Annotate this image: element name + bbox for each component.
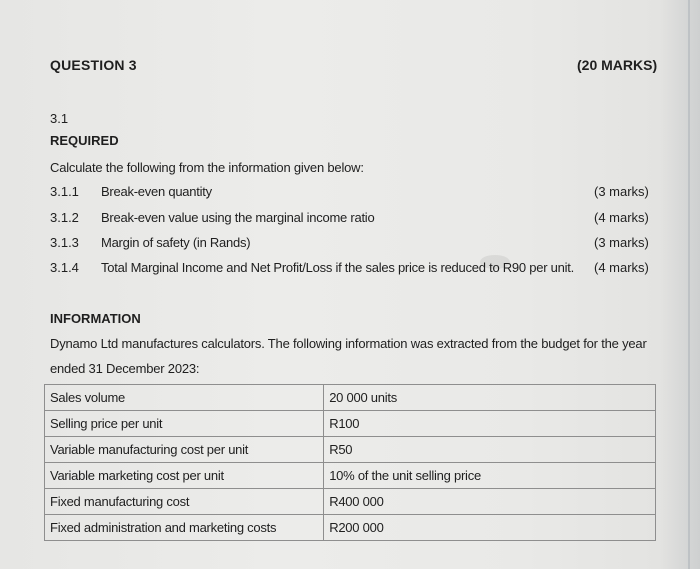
information-text: ended 31 December 2023: bbox=[50, 361, 200, 376]
table-cell-label: Variable marketing cost per unit bbox=[45, 463, 324, 489]
table-cell-label: Sales volume bbox=[45, 385, 324, 411]
task-marks: (4 marks) bbox=[594, 260, 649, 275]
task-text: Total Marginal Income and Net Profit/Loss if the sales price is reduced to R90 per unit. bbox=[101, 260, 574, 275]
table-cell-value: R100 bbox=[324, 411, 656, 437]
table-row bbox=[45, 411, 656, 437]
question-marks: (20 MARKS) bbox=[577, 57, 658, 73]
information-heading: INFORMATION bbox=[50, 311, 141, 326]
task-number: 3.1.1 bbox=[50, 184, 79, 199]
table-cell-value: R50 bbox=[324, 437, 656, 463]
task-marks: (3 marks) bbox=[594, 184, 649, 199]
task-marks: (4 marks) bbox=[594, 210, 649, 225]
table-row bbox=[45, 437, 656, 463]
task-text: Margin of safety (in Rands) bbox=[101, 235, 251, 250]
table-cell-value: R200 000 bbox=[324, 515, 656, 541]
question-title: QUESTION 3 bbox=[50, 57, 137, 73]
table-cell-label: Fixed manufacturing cost bbox=[45, 489, 324, 515]
table-cell-value: R400 000 bbox=[324, 489, 656, 515]
task-number: 3.1.4 bbox=[50, 260, 79, 275]
table-cell-label: Fixed administration and marketing costs bbox=[45, 515, 324, 541]
task-number: 3.1.2 bbox=[50, 210, 79, 225]
table-row bbox=[45, 463, 656, 489]
task-number: 3.1.3 bbox=[50, 235, 79, 250]
table-cell-label: Selling price per unit bbox=[45, 411, 324, 437]
page-edge-line bbox=[688, 0, 690, 569]
table-row bbox=[45, 489, 656, 515]
task-marks: (3 marks) bbox=[594, 235, 649, 250]
page-edge-shadow bbox=[660, 0, 700, 569]
required-heading: REQUIRED bbox=[50, 133, 119, 148]
task-text: Break-even quantity bbox=[101, 184, 212, 199]
task-text: Break-even value using the marginal income ratio bbox=[101, 210, 375, 225]
section-number: 3.1 bbox=[50, 111, 69, 126]
table-cell-value: 10% of the unit selling price bbox=[324, 463, 656, 489]
table-cell-label: Variable manufacturing cost per unit bbox=[45, 437, 324, 463]
table-cell-value: 20 000 units bbox=[324, 385, 656, 411]
budget-table bbox=[44, 384, 656, 541]
information-text: Dynamo Ltd manufactures calculators. The following information was extracted from the budget for the year bbox=[50, 336, 647, 351]
table-row bbox=[45, 385, 656, 411]
table-row bbox=[45, 515, 656, 541]
instructions-text: Calculate the following from the information given below: bbox=[50, 160, 364, 175]
